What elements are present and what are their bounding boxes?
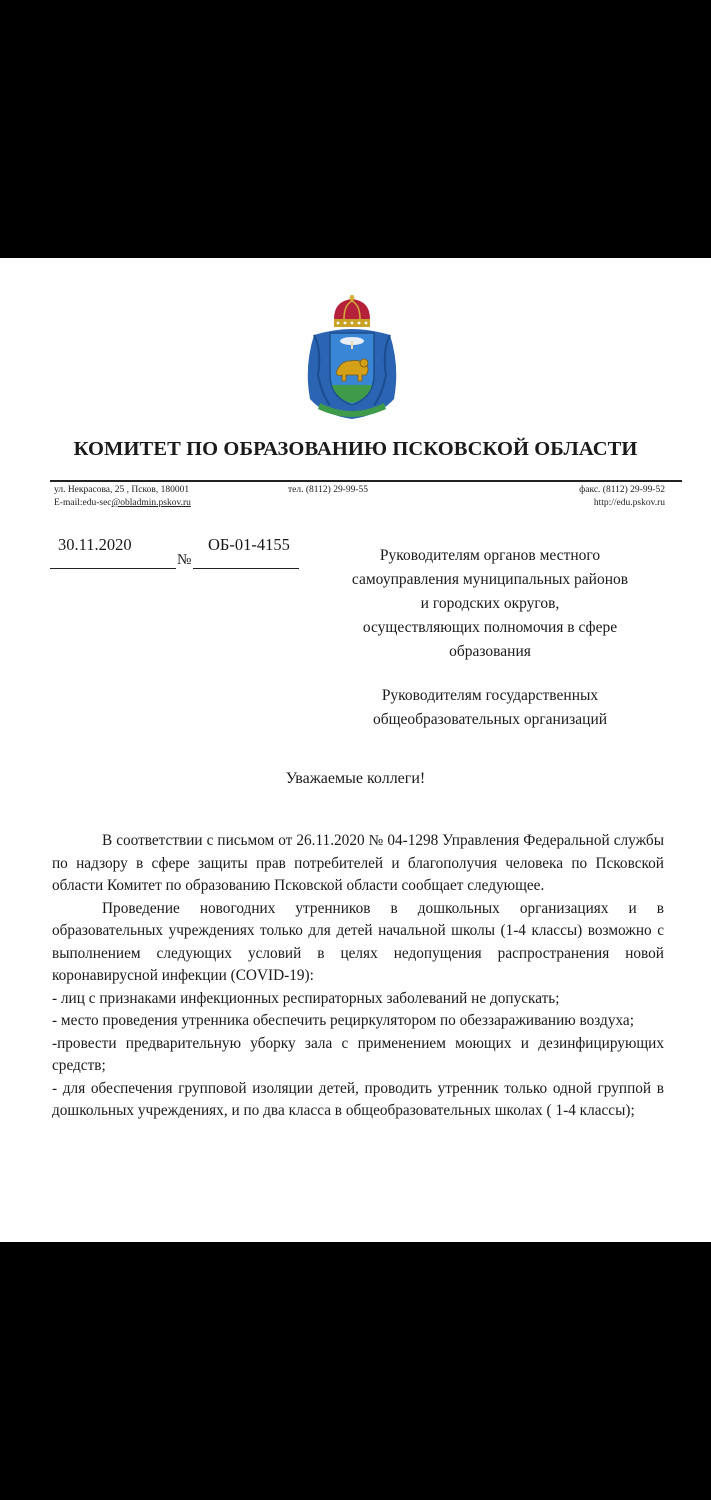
addressee-line: образования xyxy=(449,643,531,660)
addressee-block-local-government xyxy=(320,544,660,664)
fax-block xyxy=(579,484,665,510)
condition-item: - место проведения утренника обеспечить рециркулятором по обеззараживанию воздуха; xyxy=(52,1012,634,1029)
address-text: ул. Некрасова, 25 , Псков, 180001 xyxy=(54,485,190,495)
condition-item: - лиц с признаками инфекционных респираторных заболеваний не допускать; xyxy=(52,989,560,1007)
addressee-block-state-schools xyxy=(320,684,660,732)
number-sign: № xyxy=(177,552,192,568)
document-number: ОБ-01-4155 xyxy=(208,535,290,554)
website-link[interactable]: http://edu.pskov.ru xyxy=(593,498,665,508)
address-block xyxy=(54,484,191,510)
addressee-line: Руководителям органов местного xyxy=(379,547,601,564)
date-underline xyxy=(50,568,176,569)
addressee-line: общеобразовательных организаций xyxy=(372,711,608,728)
fax-text: факс. (8112) 29-99-52 xyxy=(579,485,665,495)
body-paragraph: Проведение новогодних утренников в дошкольных организациях и в образовательных учреждениях только для детей начальной школы (1-4 классы) возможно с выполнением следующих условий в целях недопущения распространения новой коронавирусной инфекции (COVID-19): xyxy=(52,899,664,984)
addressee-line: Руководителям государственных xyxy=(381,687,599,704)
email-line xyxy=(54,497,191,510)
number-underline xyxy=(193,568,299,569)
addressee-line: самоуправления муниципальных районов xyxy=(351,571,629,588)
document-date: 30.11.2020 xyxy=(58,535,132,554)
addressee-line: осуществляющих полномочия в сфере xyxy=(362,619,618,636)
body-paragraph: В соответствии с письмом от 26.11.2020 № 04-1298 Управления Федеральной службы по надзору в сфере защиты прав потребителей и благополучия человека по Псковской области Комитет по образованию Псковской области сообщает следующее. xyxy=(52,832,664,894)
addressee-line: и городских округов, xyxy=(420,595,560,612)
condition-item: -провести предварительную уборку зала с применением моющих и дезинфицирующих средств; xyxy=(52,1034,664,1074)
header-divider xyxy=(50,480,682,482)
organization-title: КОМИТЕТ ПО ОБРАЗОВАНИЮ ПСКОВСКОЙ ОБЛАСТИ xyxy=(73,438,638,460)
letter-body xyxy=(52,830,664,1123)
greeting: Уважаемые коллеги! xyxy=(285,770,426,787)
email-prefix: E-mail:edu-sec xyxy=(54,498,112,508)
pskov-coat-of-arms-emblem xyxy=(300,295,404,423)
phone-text: тел. (8112) 29-99-55 xyxy=(288,485,369,495)
email-link[interactable]: @obladmin.pskov.ru xyxy=(111,498,191,508)
letter-page xyxy=(0,258,711,1242)
condition-item: - для обеспечения групповой изоляции детей, проводить утренник только одной группой в дошкольных учреждениях, и по два класса в общеобразовательных школах ( 1-4 классы); xyxy=(52,1079,664,1119)
